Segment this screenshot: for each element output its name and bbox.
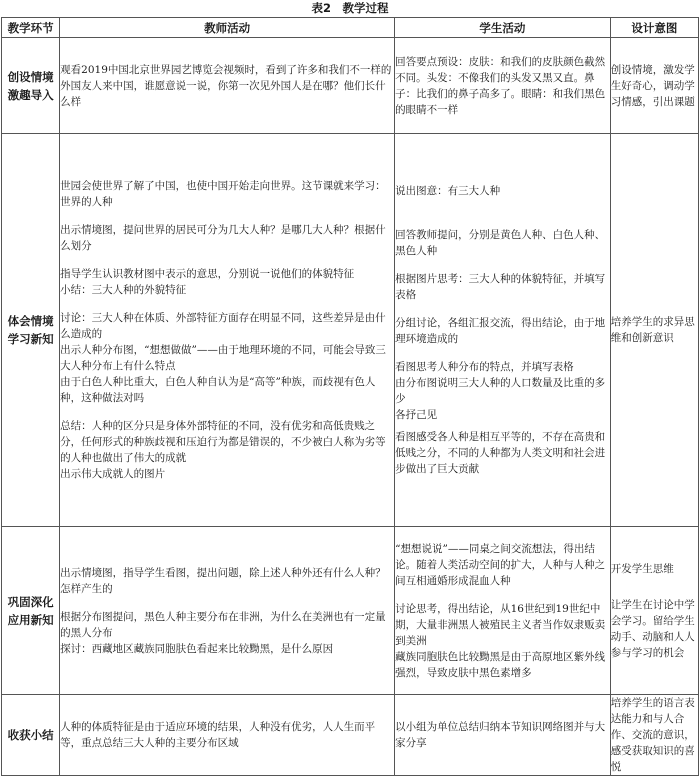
- teacher-cell: [60, 695, 395, 776]
- teacher-text: 出示情境图，提问世界的居民可分为几大人种？是哪几大人种？根据什么划分: [60, 224, 386, 252]
- student-text: 讨论思考，得出结论，从16世纪到19世纪中期，大量非洲黑人被殖民主义者当作奴隶贩卖到美洲 藏族同胞肤色比较黝黑是由于高原地区紫外线强烈，导致皮肤中黑色素增多: [395, 602, 606, 679]
- design-text: 培养学生的求异思维和创新意识: [610, 316, 695, 344]
- teacher-text: 观看2019中国北京世界园艺博览会视频时，看到了许多和我们不一样的外国友人来中国，谁愿意说一说，你第一次见外国人是在哪？他们长什么样: [60, 63, 392, 108]
- student-text: 回答教师提问，分别是黄色人种、白色人种、黑色人种: [395, 229, 606, 257]
- teacher-cell: [60, 134, 395, 527]
- table-row: [2, 695, 699, 776]
- phase-cell: 巩固深化 应用新知: [2, 527, 60, 695]
- student-text: 看图感受各人种是相互平等的，不存在高贵和低贱之分，不同的人种都为人类文明和社会进步做出了巨大贡献: [395, 431, 606, 475]
- teacher-text: 总结：人种的区分只是身体外部特征的不同，没有优劣和高低贵贱之分，任何形式的种族歧视和压迫行为都是错误的，不少被白人称为劣等的人种也做出了伟大的成就 出示伟大成就人的图片: [60, 420, 386, 480]
- design-cell: [610, 695, 698, 776]
- teacher-text: 根据分布图提问，黑色人种主要分布在非洲，为什么在美洲也有一定量的黑人分布 探讨：西藏地区藏族同胞肤色看起来比较黝黑，是什么原因: [60, 610, 386, 655]
- teacher-cell: [60, 38, 395, 134]
- student-cell: [395, 134, 611, 527]
- teacher-text: 出示情境图，指导学生看图，提出问题，除上述人种外还有什么人种？怎样产生的: [60, 566, 386, 595]
- design-cell: [610, 134, 698, 527]
- table-row: [2, 134, 699, 527]
- phase-cell: 创设情境 激趣导入: [2, 38, 60, 134]
- student-text: 分组讨论，各组汇报交流，得出结论，由于地理环境造成的: [395, 317, 606, 345]
- teacher-text: 世园会使世界了解了中国，也使中国开始走向世界。这节课就来学习：世界的人种: [60, 180, 386, 208]
- header-teacher: 教师活动: [60, 18, 395, 38]
- header-phase: 教学环节: [2, 18, 60, 38]
- table-caption: 表2 教学过程: [311, 1, 389, 15]
- header-student: 学生活动: [395, 18, 611, 38]
- student-text: 根据图片思考：三大人种的体貌特征，并填写表格: [395, 273, 606, 301]
- student-cell: [395, 527, 611, 695]
- teacher-text: 指导学生认识教材图中表示的意思，分别说一说他们的体貌特征 小结：三大人种的外貌特征: [60, 268, 355, 296]
- design-text: 创设情境，激发学生好奇心，调动学习情感，引出课题: [610, 63, 695, 108]
- table-header-row: [2, 18, 699, 38]
- design-cell: [610, 527, 698, 695]
- student-text: “想想说说”——同桌之间交流想法，得出结论。随着人类活动空间的扩大，人种与人种之间互相通婚形成混血人种: [395, 542, 606, 587]
- student-text: 回答要点预设：皮肤：和我们的皮肤颜色截然不同。头发：不像我们的头发又黑又直。鼻子：比我们的鼻子高多了。眼睛：和我们黑色的眼睛不一样: [395, 55, 606, 116]
- design-cell: [610, 38, 698, 134]
- phase-cell: 收获小结: [2, 695, 60, 776]
- student-cell: [395, 38, 611, 134]
- design-text: 让学生在讨论中学会学习。留给学生动手、动脑和人人参与学习的机会: [610, 598, 695, 659]
- design-text: 开发学生思维: [610, 562, 674, 575]
- student-text: 看图思考人种分布的特点，并填写表格 由分布图说明三大人种的人口数量及比重的多少 各抒己见: [395, 361, 606, 421]
- table-row: [2, 38, 699, 134]
- header-design: 设计意图: [610, 18, 698, 38]
- student-text: 说出图意：有三大人种: [395, 185, 501, 197]
- teacher-text: 人种的体质特征是由于适应环境的结果，人种没有优劣，人人生而平等，重点总结三大人种的主要分布区域: [60, 721, 376, 749]
- teacher-text: 讨论：三大人种在体质、外部特征方面存在明显不同，这些差异是由什么造成的 出示人种分布图，“想想做做”——由于地理环境的不同，可能会导致三大人种分布上有什么特点 由于白色人种比重大，白色人种自认为是“高等”种族，而歧视有色人种，这种做法对吗: [60, 312, 386, 404]
- design-text: 培养学生的语言表达能力和与人合作、交流的意识，感受获取知识的喜悦: [610, 697, 695, 773]
- teacher-cell: [60, 527, 395, 695]
- phase-cell: 体会情境 学习新知: [2, 134, 60, 527]
- teaching-process-table: [1, 17, 699, 776]
- student-text: 以小组为单位总结归纳本节知识网络图并与大家分享: [395, 721, 606, 749]
- table-row: [2, 527, 699, 695]
- student-cell: [395, 695, 611, 776]
